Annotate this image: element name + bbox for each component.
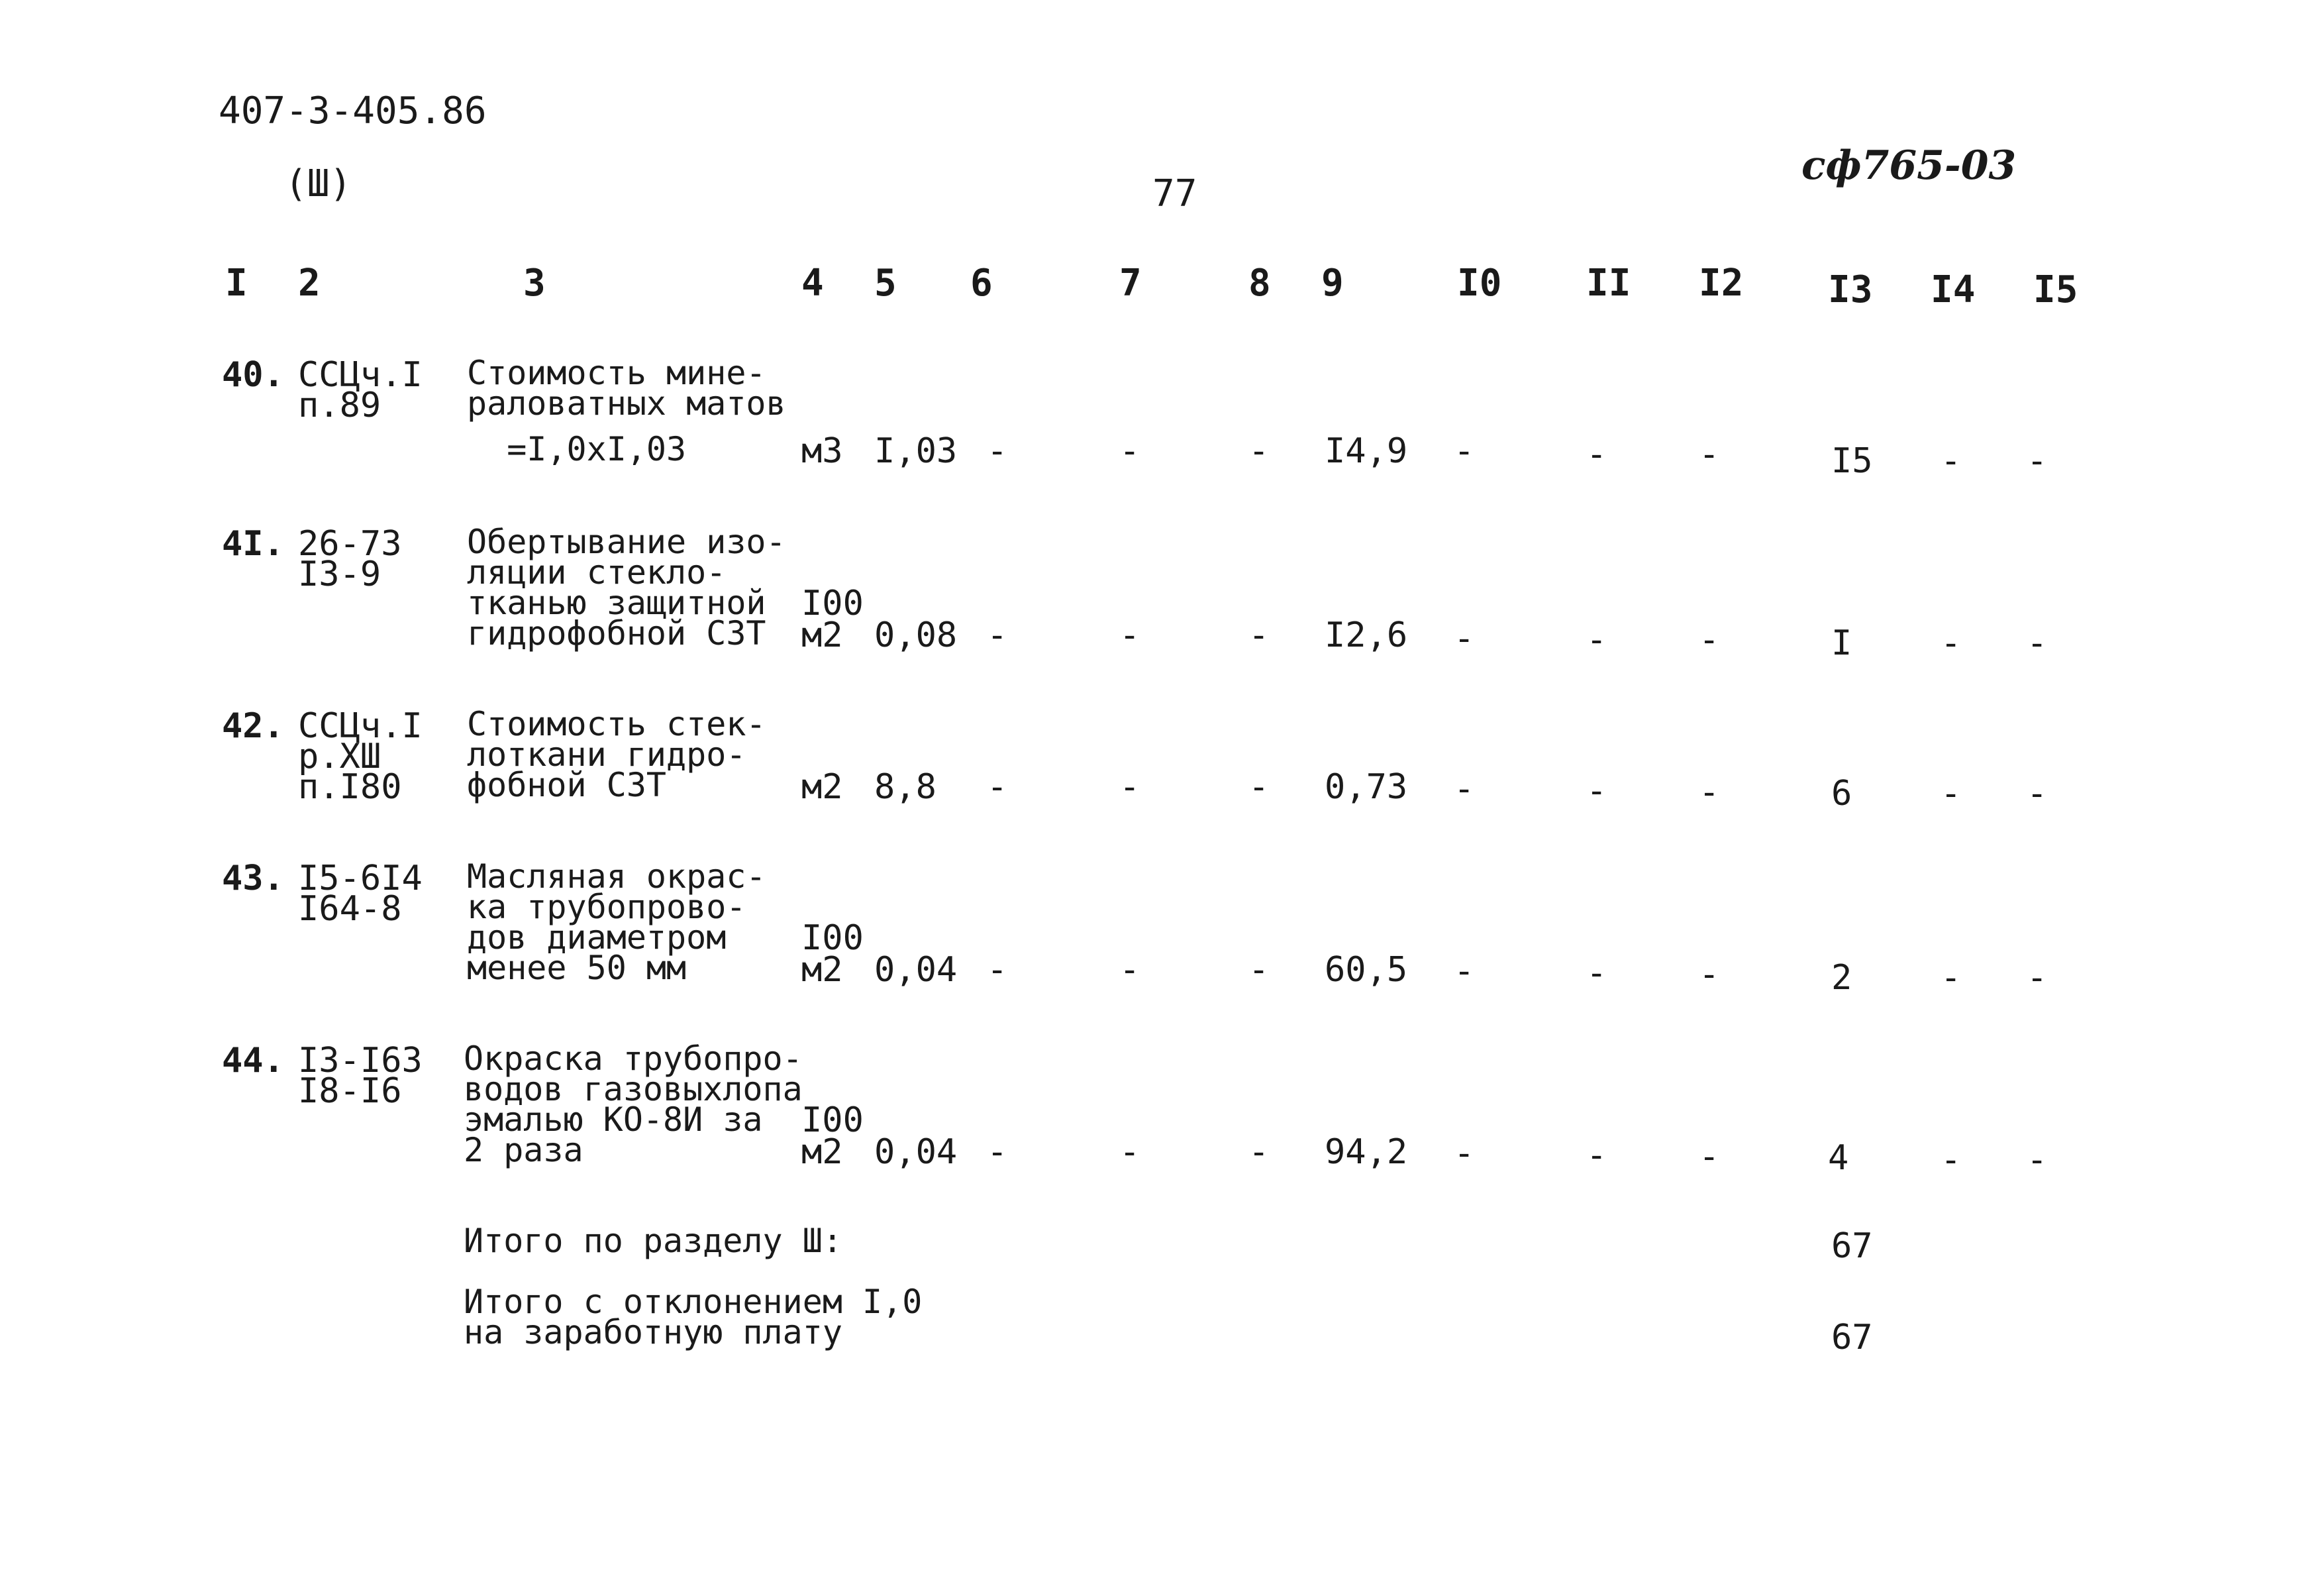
row-col8: - [1248, 615, 1270, 655]
row-code-line: ССЦч.I [298, 355, 423, 395]
row-number: 40. [222, 355, 284, 395]
row-col9: I2,6 [1325, 615, 1408, 655]
row-col11: - [1586, 953, 1607, 993]
row-unit-line: I00 [801, 918, 864, 958]
col-header-4: 4 [801, 262, 824, 305]
row-col11: - [1586, 620, 1607, 660]
row-col10: - [1454, 1134, 1475, 1173]
row-unit-line: м2 [801, 615, 843, 655]
row-code-line: п.I80 [298, 767, 402, 807]
row-col10: - [1454, 431, 1475, 471]
row-col5: 0,04 [874, 1132, 958, 1172]
row-col5: 0,04 [874, 950, 958, 990]
row-col13: 4 [1828, 1138, 1849, 1178]
total-value: 67 [1831, 1318, 1873, 1357]
row-col9: 60,5 [1325, 950, 1408, 990]
col-header-14: I4 [1931, 268, 1976, 311]
col-header-6: 6 [970, 262, 993, 305]
row-col15: - [2027, 958, 2048, 998]
row-code-line: ССЦч.I [298, 706, 423, 746]
row-unit-line: м2 [801, 767, 843, 807]
row-description-line: ка трубопрово- [467, 888, 746, 926]
row-description-line: тканью защитной [467, 584, 766, 622]
row-description-line: ляции стекло- [467, 553, 727, 592]
row-description-line: 2 раза [464, 1131, 583, 1169]
row-col11: - [1586, 1136, 1607, 1175]
row-col6: - [987, 431, 1008, 471]
row-col7: - [1119, 767, 1140, 807]
row-col15: - [2027, 623, 2048, 663]
row-col7: - [1119, 431, 1140, 471]
row-col12: - [1699, 772, 1720, 812]
row-description-line: Окраска трубопро- [464, 1039, 803, 1078]
row-description-line: раловатных матов [467, 384, 786, 423]
row-col13: I [1831, 623, 1852, 663]
row-number: 4I. [222, 524, 284, 564]
col-header-2: 2 [298, 262, 321, 305]
row-code-line: р.ХШ [298, 737, 381, 776]
row-number: 43. [222, 859, 284, 898]
row-code-line: 26-73 [298, 524, 402, 564]
total-label: на заработную плату [464, 1313, 842, 1351]
row-col14: - [1941, 774, 1962, 814]
row-col15: - [2027, 774, 2048, 814]
row-col6: - [987, 1132, 1008, 1172]
row-col12: - [1699, 955, 1720, 994]
total-value: 67 [1831, 1226, 1873, 1266]
row-col7: - [1119, 1132, 1140, 1172]
row-code-line: I3-9 [298, 555, 381, 594]
row-col6: - [987, 950, 1008, 990]
row-col10: - [1454, 769, 1475, 809]
row-unit-line: I00 [801, 584, 864, 623]
row-col10: - [1454, 951, 1475, 991]
row-col6: - [987, 615, 1008, 655]
row-description-line: Стоимость стек- [467, 705, 766, 743]
col-header-11: II [1586, 262, 1631, 305]
row-description-line: менее 50 мм [467, 949, 687, 987]
col-header-1: I [225, 262, 248, 305]
col-header-3: 3 [523, 262, 546, 305]
row-col9: I4,9 [1325, 431, 1408, 471]
row-description-line: водов газовыхлопа [464, 1070, 803, 1108]
handwritten-code: сф765-03 [1801, 142, 2017, 189]
col-header-5: 5 [874, 262, 897, 305]
col-header-10: I0 [1457, 262, 1502, 305]
row-description-line: Обертывание изо- [467, 523, 786, 561]
total-label: Итого по разделу Ш: [464, 1222, 842, 1260]
row-col7: - [1119, 615, 1140, 655]
row-col8: - [1248, 950, 1270, 990]
row-number: 44. [222, 1041, 284, 1081]
row-col9: 94,2 [1325, 1132, 1408, 1172]
col-header-7: 7 [1119, 262, 1142, 305]
row-col13: 6 [1831, 774, 1852, 814]
row-col13: I5 [1831, 441, 1873, 481]
row-col9: 0,73 [1325, 767, 1408, 807]
row-code-line: п.89 [298, 386, 381, 425]
row-col14: - [1941, 1140, 1962, 1180]
row-col15: - [2027, 441, 2048, 481]
row-col5: 8,8 [874, 767, 936, 807]
col-header-12: I2 [1699, 262, 1744, 305]
col-header-13: I3 [1828, 268, 1873, 311]
row-description-line: дов диаметром [467, 918, 727, 957]
row-col8: - [1248, 431, 1270, 471]
page-number: 77 [1152, 172, 1197, 215]
row-col8: - [1248, 767, 1270, 807]
row-col10: - [1454, 619, 1475, 659]
row-col14: - [1941, 958, 1962, 998]
row-description-line: лоткани гидро- [467, 735, 746, 774]
row-col5: 0,08 [874, 615, 958, 655]
row-description-line: эмалью КО-8И за [464, 1100, 763, 1139]
row-col7: - [1119, 950, 1140, 990]
row-col11: - [1586, 435, 1607, 474]
section-mark: (Ш) [285, 162, 352, 205]
row-description-line: фобной СЗТ [467, 766, 667, 804]
row-description-line: Масляная окрас- [467, 857, 766, 896]
col-header-9: 9 [1321, 262, 1344, 305]
row-unit-line: м3 [801, 431, 843, 471]
row-description-line: гидрофобной СЗТ [467, 614, 766, 653]
col-header-8: 8 [1248, 262, 1271, 305]
row-code-line: I64-8 [298, 889, 402, 929]
row-col11: - [1586, 771, 1607, 811]
document-code: 407-3-405.86 [219, 89, 487, 132]
row-unit-line: I00 [801, 1100, 864, 1140]
row-col14: - [1941, 441, 1962, 481]
row-col5: I,03 [874, 431, 958, 471]
row-col12: - [1699, 1137, 1720, 1177]
row-code-line: I3-I63 [298, 1041, 423, 1081]
row-number: 42. [222, 706, 284, 746]
row-col8: - [1248, 1132, 1270, 1172]
row-code-line: I5-6I4 [298, 859, 423, 898]
row-col13: 2 [1831, 958, 1852, 998]
total-label: Итого с отклонением I,0 [464, 1283, 923, 1321]
row-description-line: =I,0хI,03 [467, 430, 687, 468]
row-col12: - [1699, 620, 1720, 660]
row-col15: - [2027, 1140, 2048, 1180]
row-col6: - [987, 767, 1008, 807]
col-header-15: I5 [2033, 268, 2078, 311]
row-unit-line: м2 [801, 950, 843, 990]
row-unit-line: м2 [801, 1132, 843, 1172]
row-code-line: I8-I6 [298, 1071, 402, 1111]
row-description-line: Стоимость мине- [467, 354, 766, 392]
row-col12: - [1699, 435, 1720, 474]
row-col14: - [1941, 623, 1962, 663]
